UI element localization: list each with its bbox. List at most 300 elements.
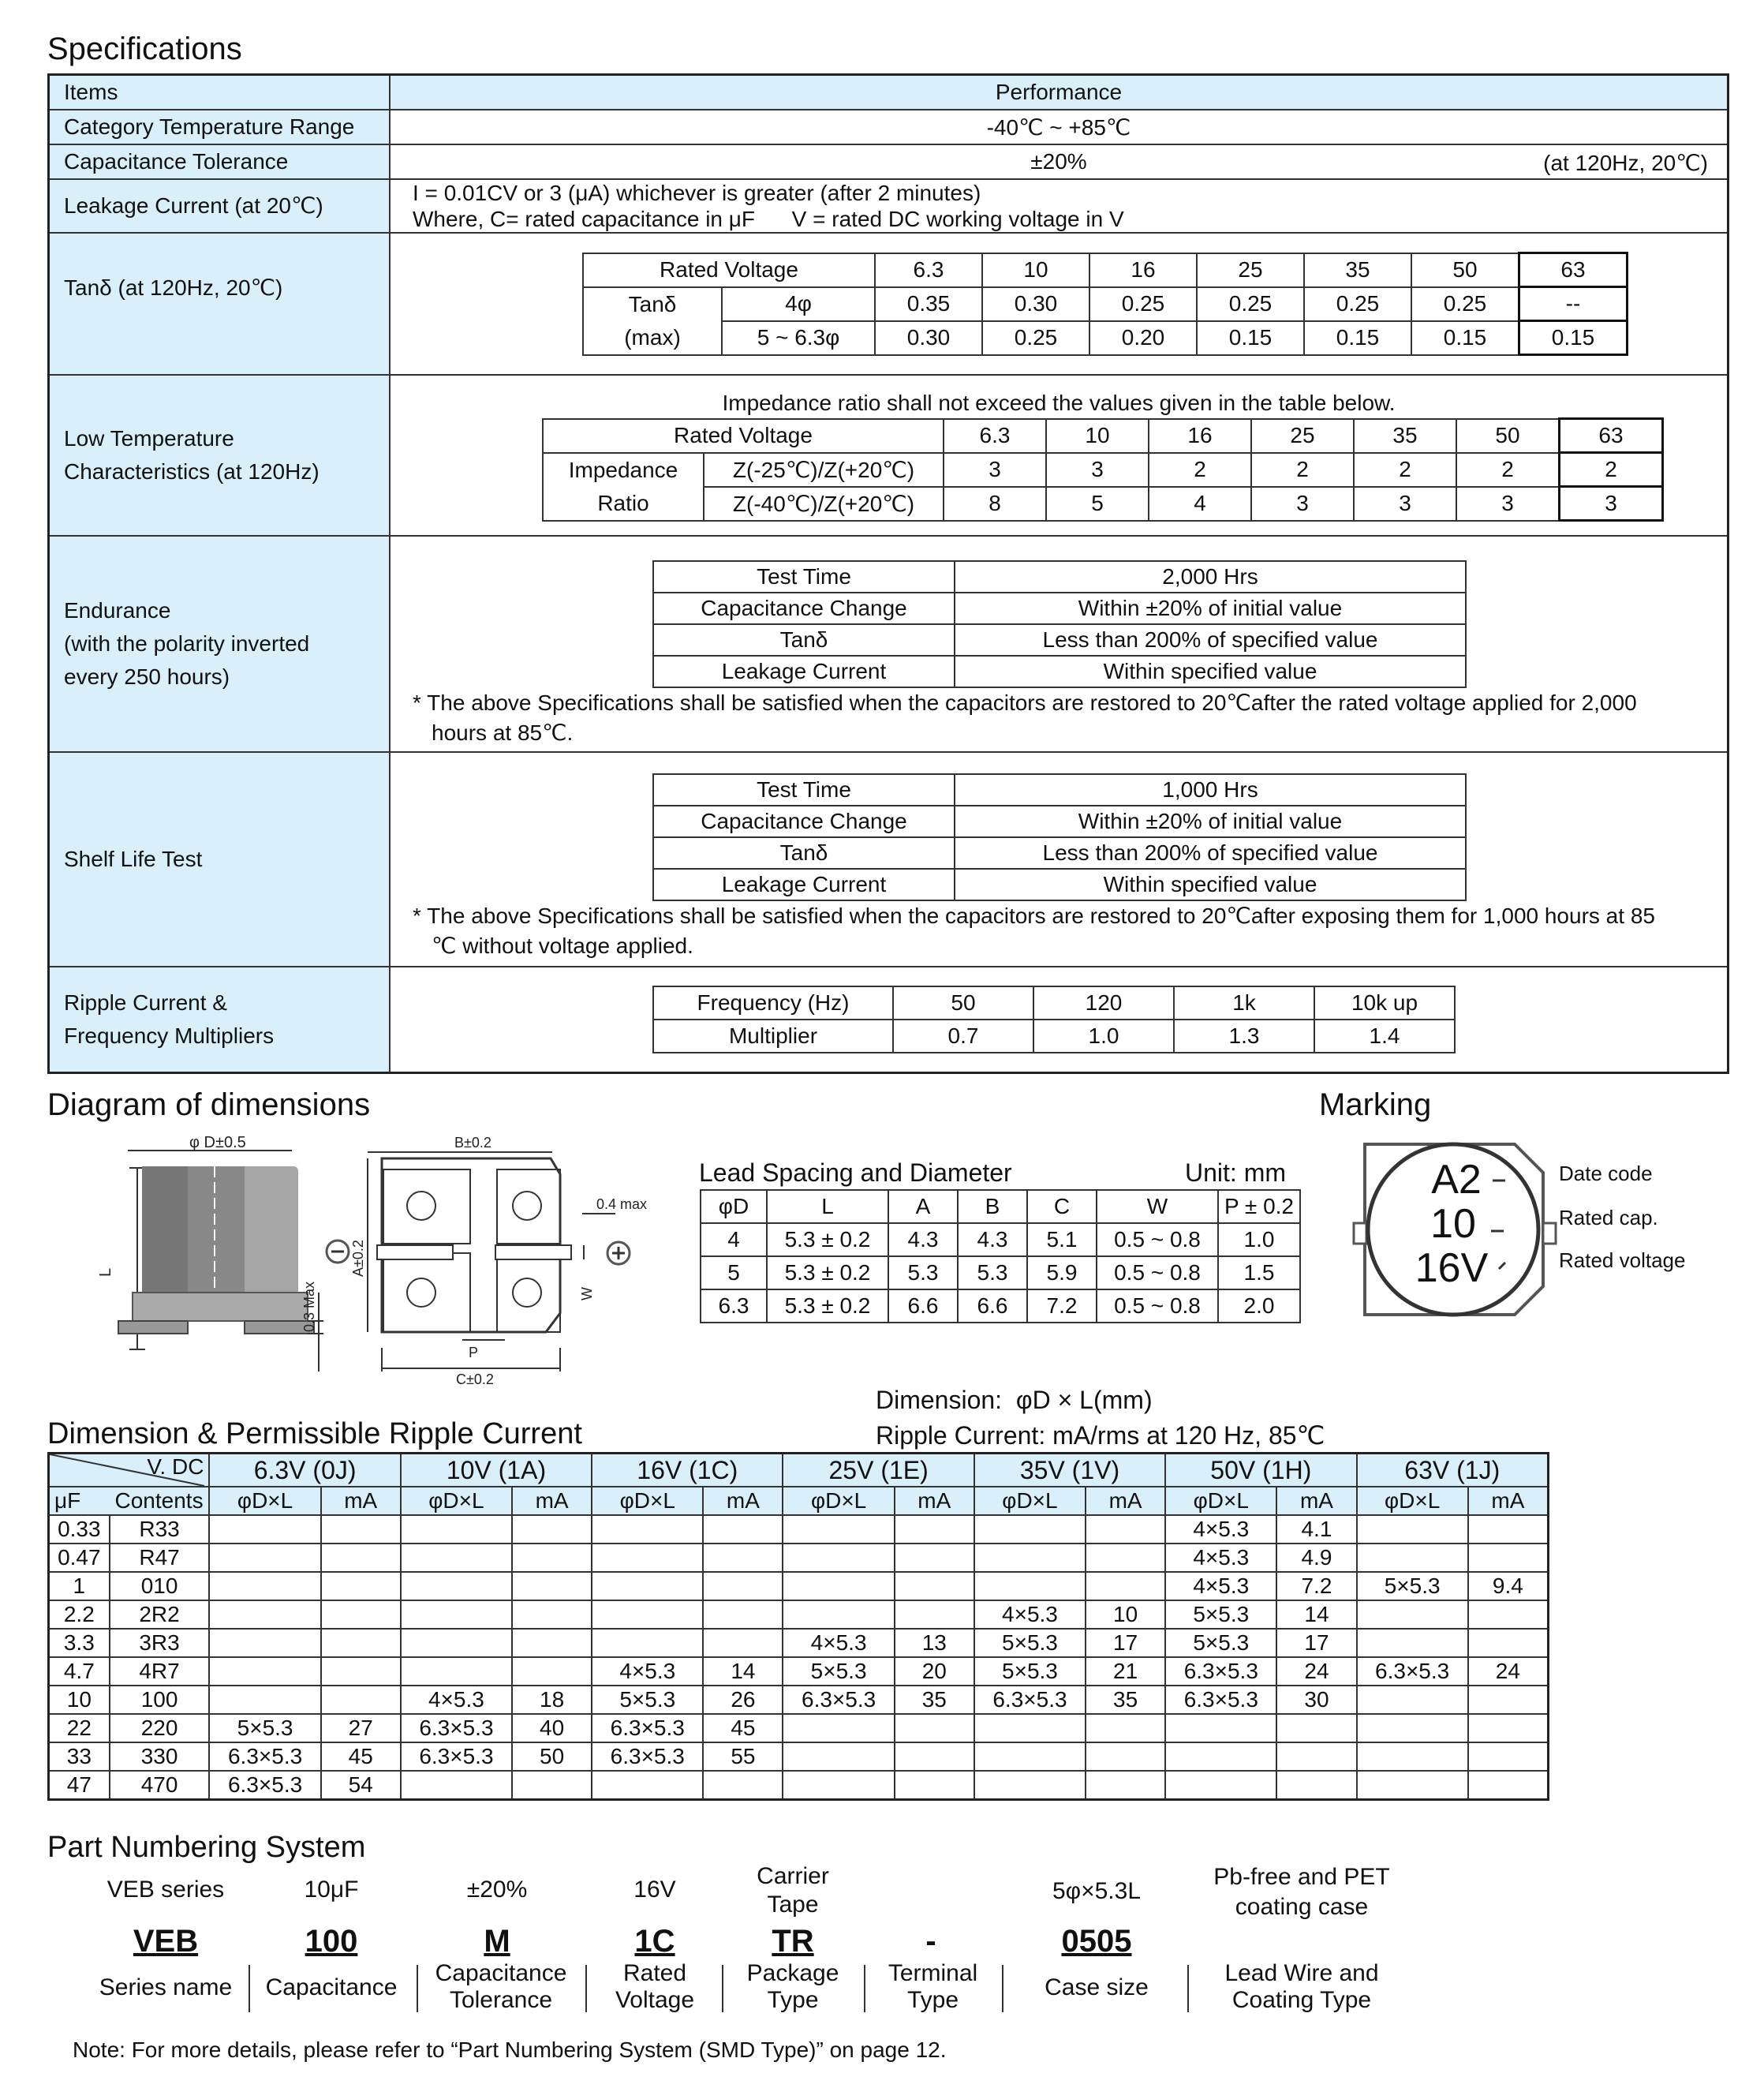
pn-bot-pkg-line1: Package (746, 1960, 839, 1986)
pn-separator (1187, 1965, 1189, 2012)
ripple-label-line1: Ripple Current & (64, 990, 227, 1015)
lead-h: C (1027, 1190, 1097, 1223)
temp-range-label: Category Temperature Range (49, 110, 391, 144)
ma-header: mA (895, 1487, 974, 1515)
size-cell (974, 1771, 1086, 1800)
code-cell: 2R2 (110, 1600, 210, 1629)
size-cell (401, 1771, 512, 1800)
low-temp-table (542, 417, 1664, 522)
table-row (49, 1600, 1549, 1629)
ma-cell (1468, 1600, 1549, 1629)
date-code-label: Date code (1559, 1162, 1653, 1185)
items-header: Items (49, 75, 391, 110)
pn-bot-series: Series name (99, 1974, 233, 2000)
ma-cell (1086, 1572, 1165, 1600)
low-temp-label-line2: Characteristics (at 120Hz) (64, 459, 320, 484)
low-temp-label (49, 375, 391, 536)
size-cell: 6.3×5.3 (783, 1686, 894, 1714)
lead-h: A (888, 1190, 958, 1223)
lt-val: 8 (944, 487, 1046, 521)
phi-d-label: φ D±0.5 (189, 1135, 246, 1151)
ma-cell (512, 1600, 592, 1629)
ma-cell: 24 (1468, 1657, 1549, 1686)
pn-separator (722, 1965, 723, 2012)
marking-line3: 16V (1415, 1245, 1489, 1291)
lt-val: 3 (1046, 453, 1149, 487)
ma-cell: 21 (1086, 1657, 1165, 1686)
freq: 50 (893, 986, 1033, 1020)
size-cell: 5×5.3 (1165, 1629, 1276, 1657)
lt-val: 2 (1560, 453, 1663, 487)
code-cell: 220 (110, 1714, 210, 1742)
dl-header: φD×L (974, 1487, 1086, 1515)
lt-val: 2 (1456, 453, 1560, 487)
size-cell (209, 1572, 320, 1600)
size-cell: 6.3×5.3 (401, 1714, 512, 1742)
size-cell (401, 1515, 512, 1544)
freq: 10k up (1314, 986, 1455, 1020)
size-cell: 5×5.3 (974, 1657, 1086, 1686)
ma-cell: 13 (895, 1629, 974, 1657)
corner-cell (49, 1454, 210, 1487)
size-cell (783, 1742, 894, 1771)
lead-table (700, 1189, 1301, 1323)
ma-cell (895, 1515, 974, 1544)
pn-bot-term (868, 1960, 998, 2014)
lead-c: 6.6 (888, 1289, 958, 1323)
pn-top-series: VEB series (107, 1877, 225, 1903)
mult: 1.3 (1174, 1020, 1314, 1053)
shelf-key: Test Time (653, 774, 955, 806)
pn-top-pkg (726, 1862, 860, 1919)
ma-cell (321, 1572, 401, 1600)
end-val: 2,000 Hrs (955, 561, 1466, 593)
ma-cell (703, 1572, 783, 1600)
ma-cell: 14 (703, 1657, 783, 1686)
ma-cell (1086, 1544, 1165, 1572)
shelf-key: Capacitance Change (653, 806, 955, 837)
tand-v: 35 (1304, 253, 1411, 287)
uf-cell: 33 (49, 1742, 110, 1771)
size-cell: 6.3×5.3 (209, 1771, 320, 1800)
ripple-current-table (47, 1452, 1549, 1801)
tand-val: 0.25 (1304, 287, 1411, 321)
ma-header: mA (1086, 1487, 1165, 1515)
pn-top-cap: 10μF (304, 1877, 359, 1903)
mult: 1.0 (1033, 1020, 1174, 1053)
ma-cell: 40 (512, 1714, 592, 1742)
ma-header: mA (512, 1487, 592, 1515)
end-val: Within specified value (955, 656, 1466, 687)
code-cell: 4R7 (110, 1657, 210, 1686)
size-cell: 4×5.3 (974, 1600, 1086, 1629)
size-cell: 6.3×5.3 (592, 1742, 703, 1771)
ma-cell (321, 1657, 401, 1686)
dl-header: φD×L (1165, 1487, 1276, 1515)
pn-bot-volt (592, 1960, 718, 2014)
tand-val: 0.25 (1089, 287, 1197, 321)
size-cell: 6.3×5.3 (401, 1742, 512, 1771)
marking-line2: 10 (1430, 1201, 1476, 1247)
size-cell: 4×5.3 (1165, 1544, 1276, 1572)
pn-bot-lead-line1: Lead Wire and (1224, 1960, 1379, 1986)
table-row (49, 1657, 1549, 1686)
tand-rated-voltage-label: Rated Voltage (583, 253, 875, 287)
lt-cond: Z(-40℃)/Z(+20℃) (704, 487, 944, 521)
leakage-label: Leakage Current (at 20℃) (49, 179, 391, 233)
lt-ratio-label: Ratio (543, 487, 704, 521)
tand-val: 0.15 (1411, 321, 1519, 355)
dl-header: φD×L (592, 1487, 703, 1515)
specifications-table (47, 73, 1729, 1074)
table-row (49, 1629, 1549, 1657)
ma-header: mA (321, 1487, 401, 1515)
size-cell: 4×5.3 (592, 1657, 703, 1686)
lt-val: 3 (1354, 487, 1456, 521)
uf-cell: 47 (49, 1771, 110, 1800)
voltage-header: 25V (1E) (783, 1454, 974, 1487)
size-cell: 4×5.3 (1165, 1515, 1276, 1544)
ma-cell (895, 1714, 974, 1742)
pn-bot-volt-line2: Voltage (615, 1987, 695, 2013)
pn-top-pkg-line1: Carrier (757, 1863, 829, 1889)
lead-c: 1.5 (1218, 1256, 1300, 1289)
uf-cell: 3.3 (49, 1629, 110, 1657)
size-cell (974, 1572, 1086, 1600)
lt-v: 63 (1560, 419, 1663, 453)
ripple-label-line2: Frequency Multipliers (64, 1023, 275, 1048)
dl-header: φD×L (209, 1487, 320, 1515)
ma-cell: 14 (1276, 1600, 1356, 1629)
table-row (49, 1714, 1549, 1742)
ma-cell (703, 1515, 783, 1544)
endurance-label-line2: (with the polarity inverted (64, 631, 310, 656)
tand-val: 0.25 (1411, 287, 1519, 321)
max03-label: 0.3 Max (301, 1281, 317, 1332)
lead-title: Lead Spacing and Diameter (699, 1158, 1012, 1187)
tand-val: 0.15 (1519, 321, 1628, 355)
leakage-line1: I = 0.01CV or 3 (μA) whichever is greater (after 2 minutes) (413, 181, 981, 205)
lead-h: P ± 0.2 (1218, 1190, 1300, 1223)
endurance-label-line1: Endurance (64, 598, 171, 623)
pn-code-size: 0505 (1061, 1924, 1132, 1959)
lt-v: 10 (1046, 419, 1149, 453)
voltage-header: 50V (1H) (1165, 1454, 1356, 1487)
size-cell (783, 1572, 894, 1600)
lt-val: 3 (1456, 487, 1560, 521)
endurance-note1: * The above Specifications shall be satisfied when the capacitors are restored to 20℃after the rated voltage applied for 2,000 (413, 690, 1637, 715)
cap-tol-label: Capacitance Tolerance (49, 144, 391, 179)
lead-c: 0.5 ~ 0.8 (1097, 1289, 1218, 1323)
ma-cell (1086, 1771, 1165, 1800)
ma-cell (512, 1515, 592, 1544)
size-cell (783, 1771, 894, 1800)
ma-cell (321, 1515, 401, 1544)
mult: 0.7 (893, 1020, 1033, 1053)
tand-tan-label: Tanδ (583, 287, 722, 321)
performance-header: Performance (390, 75, 1728, 110)
table-row (49, 1742, 1549, 1771)
size-cell: 6.3×5.3 (1357, 1657, 1468, 1686)
ma-cell: 7.2 (1276, 1572, 1356, 1600)
lead-unit: Unit: mm (1185, 1158, 1286, 1187)
ma-cell: 27 (321, 1714, 401, 1742)
pn-bot-cap: Capacitance (265, 1974, 398, 2000)
ma-cell (1276, 1714, 1356, 1742)
tand-val: 0.25 (1197, 287, 1304, 321)
size-cell (401, 1572, 512, 1600)
pn-top-lead-line2: coating case (1235, 1894, 1369, 1920)
ma-cell: 24 (1276, 1657, 1356, 1686)
specifications-title: Specifications (47, 32, 242, 66)
ma-cell (1468, 1714, 1549, 1742)
cap-tol-note: (at 120Hz, 20℃) (1543, 151, 1708, 175)
tand-val: 0.30 (875, 321, 982, 355)
size-cell (783, 1515, 894, 1544)
cap-tol-value: ±20% (1030, 149, 1087, 174)
size-cell (1357, 1742, 1468, 1771)
size-cell (1357, 1686, 1468, 1714)
dimension-note: Dimension: φD × L(mm) (876, 1386, 1153, 1414)
size-cell (1357, 1771, 1468, 1800)
lead-h: L (767, 1190, 888, 1223)
pn-separator (1002, 1965, 1003, 2012)
end-key: Capacitance Change (653, 593, 955, 624)
uf-cell: 10 (49, 1686, 110, 1714)
size-cell (209, 1686, 320, 1714)
code-cell: R33 (110, 1515, 210, 1544)
ma-cell (321, 1544, 401, 1572)
diagram-title: Diagram of dimensions (47, 1087, 371, 1122)
ma-cell (1468, 1629, 1549, 1657)
uf-cell: 2.2 (49, 1600, 110, 1629)
end-val: Within ±20% of initial value (955, 593, 1466, 624)
dl-header: φD×L (783, 1487, 894, 1515)
ma-cell (512, 1771, 592, 1800)
corner-top: V. DC (147, 1454, 204, 1479)
uf-cell: 4.7 (49, 1657, 110, 1686)
tand-size: 4φ (722, 287, 875, 321)
lt-val: 2 (1251, 453, 1354, 487)
pn-code-series: VEB (133, 1924, 199, 1959)
ma-cell (512, 1544, 592, 1572)
shelf-note2: ℃ without voltage applied. (432, 934, 693, 958)
lead-c: 2.0 (1218, 1289, 1300, 1323)
end-key: Tanδ (653, 624, 955, 656)
capacitor-side-view (118, 1151, 323, 1371)
lead-h: B (958, 1190, 1027, 1223)
end-key: Leakage Current (653, 656, 955, 687)
size-cell (401, 1629, 512, 1657)
freq: 120 (1033, 986, 1174, 1020)
pn-bot-tol-line1: Capacitance (435, 1960, 567, 1986)
pn-top-pkg-line2: Tape (767, 1892, 819, 1918)
size-cell (592, 1572, 703, 1600)
ma-cell (1086, 1714, 1165, 1742)
lt-val: 4 (1149, 487, 1251, 521)
ma-cell (895, 1544, 974, 1572)
size-cell (592, 1771, 703, 1800)
ripple-table-title: Dimension & Permissible Ripple Current (47, 1417, 582, 1450)
lead-c: 5 (701, 1256, 767, 1289)
size-cell (592, 1600, 703, 1629)
tand-table (582, 252, 1628, 356)
part-numbering-note: Note: For more details, please refer to “Part Numbering System (SMD Type)” on page 12. (73, 2037, 947, 2062)
size-cell (974, 1515, 1086, 1544)
lead-c: 1.0 (1218, 1223, 1300, 1256)
ma-cell (1086, 1515, 1165, 1544)
ma-cell (1468, 1771, 1549, 1800)
voltage-header: 63V (1J) (1357, 1454, 1549, 1487)
low-temp-intro: Impedance ratio shall not exceed the values given in the table below. (722, 391, 1396, 415)
ripple-label (49, 967, 391, 1072)
pn-bot-tol (418, 1960, 584, 2014)
ma-cell (703, 1600, 783, 1629)
tand-v: 16 (1089, 253, 1197, 287)
uf-label: μF (49, 1487, 110, 1515)
shelf-key: Leakage Current (653, 869, 955, 900)
voltage-header: 35V (1V) (974, 1454, 1165, 1487)
uf-cell: 1 (49, 1572, 110, 1600)
table-row (49, 1544, 1549, 1572)
lt-val: 2 (1149, 453, 1251, 487)
ripple-note: Ripple Current: mA/rms at 120 Hz, 85℃ (876, 1421, 1325, 1450)
ma-cell (895, 1771, 974, 1800)
size-cell (209, 1544, 320, 1572)
size-cell (1357, 1515, 1468, 1544)
lead-c: 4.3 (958, 1223, 1027, 1256)
pn-code-term: - (925, 1924, 936, 1959)
ma-cell: 26 (703, 1686, 783, 1714)
ma-cell: 55 (703, 1742, 783, 1771)
shelf-val: Within ±20% of initial value (955, 806, 1466, 837)
size-cell (974, 1544, 1086, 1572)
lead-c: 5.3 ± 0.2 (767, 1256, 888, 1289)
tand-v: 10 (982, 253, 1089, 287)
size-cell: 4×5.3 (401, 1686, 512, 1714)
lt-impedance-label: Impedance (543, 453, 704, 487)
size-cell (209, 1600, 320, 1629)
lt-val: 2 (1354, 453, 1456, 487)
marking-line1: A2 (1431, 1157, 1482, 1203)
lead-c: 5.9 (1027, 1256, 1097, 1289)
lead-c: 5.3 ± 0.2 (767, 1223, 888, 1256)
lt-v: 35 (1354, 419, 1456, 453)
tand-val: -- (1519, 287, 1628, 321)
lt-cond: Z(-25℃)/Z(+20℃) (704, 453, 944, 487)
pn-code-cap: 100 (305, 1924, 358, 1959)
capacitor-bottom-view (368, 1152, 615, 1371)
code-cell: 100 (110, 1686, 210, 1714)
size-cell: 5×5.3 (592, 1686, 703, 1714)
table-row (49, 1686, 1549, 1714)
ma-cell (321, 1629, 401, 1657)
size-cell: 6.3×5.3 (1165, 1686, 1276, 1714)
size-cell (1357, 1714, 1468, 1742)
ma-cell: 17 (1086, 1629, 1165, 1657)
pn-code-pkg: TR (772, 1924, 814, 1959)
tand-val: 0.30 (982, 287, 1089, 321)
ma-header: mA (1276, 1487, 1356, 1515)
shelf-val: Less than 200% of specified value (955, 837, 1466, 869)
lt-v: 16 (1149, 419, 1251, 453)
ma-cell (1468, 1742, 1549, 1771)
ma-cell: 30 (1276, 1686, 1356, 1714)
pn-bot-pkg (726, 1960, 860, 2014)
size-cell (974, 1714, 1086, 1742)
ma-cell (512, 1629, 592, 1657)
ma-header: mA (1468, 1487, 1549, 1515)
size-cell: 6.3×5.3 (974, 1686, 1086, 1714)
code-cell: R47 (110, 1544, 210, 1572)
pn-code-tol: M (484, 1924, 510, 1959)
size-cell (783, 1600, 894, 1629)
size-cell (1357, 1600, 1468, 1629)
code-cell: 3R3 (110, 1629, 210, 1657)
lt-v: 6.3 (944, 419, 1046, 453)
tand-val: 0.20 (1089, 321, 1197, 355)
end-key: Test Time (653, 561, 955, 593)
ma-cell: 45 (703, 1714, 783, 1742)
endurance-table (652, 560, 1467, 688)
size-cell: 5×5.3 (974, 1629, 1086, 1657)
ma-cell (1276, 1771, 1356, 1800)
uf-cell: 0.47 (49, 1544, 110, 1572)
lead-c: 5.3 ± 0.2 (767, 1289, 888, 1323)
freq-label: Frequency (Hz) (653, 986, 893, 1020)
size-cell (209, 1657, 320, 1686)
tand-val: 0.25 (982, 321, 1089, 355)
ripple-freq-table (652, 986, 1456, 1053)
size-cell (974, 1742, 1086, 1771)
dimension-drawing (95, 1135, 663, 1387)
ma-cell (512, 1572, 592, 1600)
size-cell (1165, 1714, 1276, 1742)
ma-cell: 45 (321, 1742, 401, 1771)
ma-cell (1276, 1742, 1356, 1771)
lt-val: 3 (944, 453, 1046, 487)
size-cell (1357, 1629, 1468, 1657)
c-label: C±0.2 (456, 1371, 494, 1387)
size-cell: 4×5.3 (1165, 1572, 1276, 1600)
tand-v: 63 (1519, 253, 1628, 287)
lead-c: 4 (701, 1223, 767, 1256)
pn-bot-lead-line2: Coating Type (1231, 1987, 1372, 2013)
endurance-label-line3: every 250 hours) (64, 664, 230, 689)
lead-c: 5.3 (958, 1256, 1027, 1289)
voltage-header: 16V (1C) (592, 1454, 783, 1487)
uf-cell: 0.33 (49, 1515, 110, 1544)
lead-c: 0.5 ~ 0.8 (1097, 1223, 1218, 1256)
shelf-note1: * The above Specifications shall be satisfied when the capacitors are restored to 20℃after exposing them for 1,000 hours at 85 (413, 904, 1655, 928)
pn-top-lead-line1: Pb-free and PET (1213, 1864, 1390, 1890)
size-cell (401, 1657, 512, 1686)
ma-cell (1468, 1686, 1549, 1714)
pn-bot-pkg-line2: Type (767, 1987, 819, 2013)
size-cell (401, 1600, 512, 1629)
size-cell: 5×5.3 (1357, 1572, 1468, 1600)
pn-separator (585, 1965, 587, 2012)
p-label: P (469, 1345, 479, 1360)
pn-bot-volt-line1: Rated (622, 1960, 687, 1986)
tand-max-label: (max) (583, 321, 722, 355)
lead-c: 0.5 ~ 0.8 (1097, 1256, 1218, 1289)
rated-cap-label: Rated cap. (1559, 1206, 1658, 1229)
ma-cell: 4.9 (1276, 1544, 1356, 1572)
ma-cell (703, 1544, 783, 1572)
ma-cell: 9.4 (1468, 1572, 1549, 1600)
table-row (49, 1771, 1549, 1800)
